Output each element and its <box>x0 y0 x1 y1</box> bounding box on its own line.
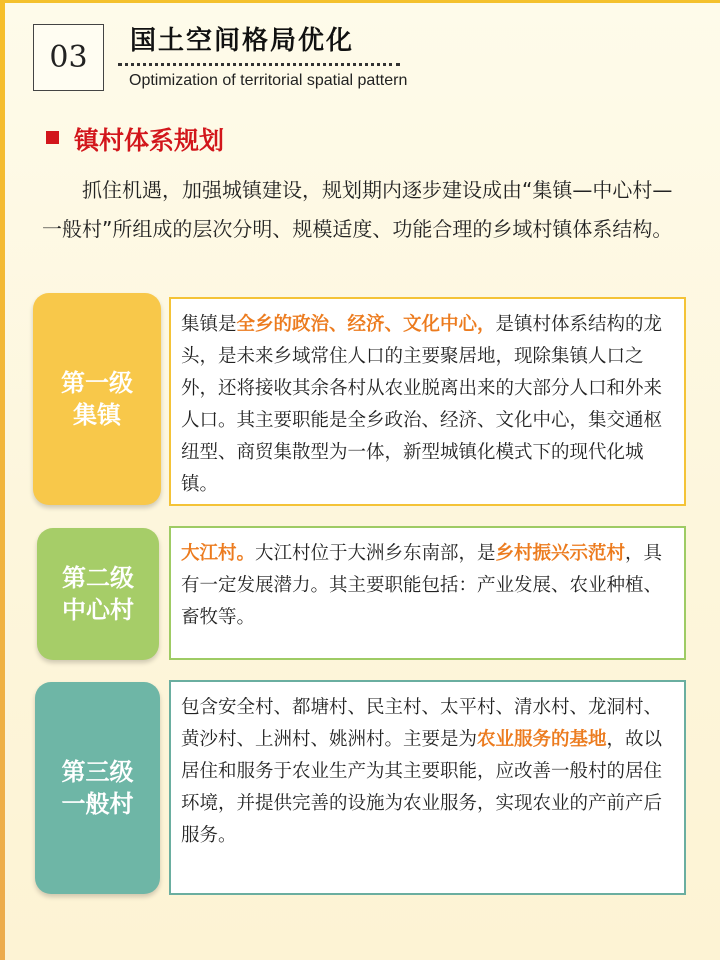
section-square-bullet-icon <box>46 131 59 144</box>
level-3-label: 第三级 <box>61 758 134 786</box>
level-1-type: 集镇 <box>73 401 121 429</box>
level-3-description <box>169 680 686 895</box>
chapter-number: 03 <box>49 40 88 75</box>
level-2-label: 第二级 <box>62 564 134 592</box>
level-3-type: 一般村 <box>61 790 134 818</box>
section-title: 镇村体系规划 <box>74 126 225 155</box>
highlight-text: 全乡的政治、经济、文化中心， <box>236 314 496 335</box>
body-text: ，具有一定发展潜力。其主要职能包括：产业发展、农业种植、畜牧等。 <box>181 543 663 628</box>
body-text: 是镇村体系结构的龙头，是未来乡域常住人口的主要聚居地，现除集镇人口之外，还将接收其余各村从农业脱离出来的大部分人口和外来人口。其主要职能是全乡政治、经济、文化中心，集交通枢纽型、商贸集散型为一体，新型城镇化模式下的现代化城镇。 <box>181 314 663 495</box>
highlight-text: 农业服务的基地 <box>477 729 607 750</box>
chapter-subtitle-en: Optimization of territorial spatial pattern <box>129 72 408 89</box>
level-2-type: 中心村 <box>62 596 134 624</box>
body-text: 集镇是 <box>181 314 237 335</box>
highlight-text: 大江村。 <box>181 543 256 564</box>
chapter-title: 国土空间格局优化 <box>130 26 355 56</box>
chapter-number-box <box>33 24 104 91</box>
intro-paragraph: 抓住机遇，加强城镇建设，规划期内逐步建设成由“集镇—中心村—一般村”所组成的层次分明、规模适度、功能合理的乡域村镇体系结构。 <box>42 178 673 241</box>
body-text: 大江村位于大洲乡东南部，是 <box>255 543 496 564</box>
highlight-text: 乡村振兴示范村 <box>495 543 626 564</box>
level-2-description <box>169 526 686 660</box>
level-1-description <box>169 297 686 506</box>
left-accent-bar <box>0 0 5 960</box>
level-3-badge <box>35 682 160 894</box>
level-2-badge <box>37 528 159 660</box>
title-dotted-divider <box>118 63 400 66</box>
body-text: 包含安全村、都塘村、民主村、太平村、清水村、龙洞村、黄沙村、上洲村、姚洲村。主要是为 <box>181 697 663 750</box>
level-1-badge <box>33 293 161 505</box>
body-text: ，故以居住和服务于农业生产为其主要职能，应改善一般村的居住环境，并提供完善的设施为农业服务，实现农业的产前产后服务。 <box>181 729 663 846</box>
level-1-label: 第一级 <box>61 369 133 397</box>
top-accent-line <box>0 0 720 3</box>
